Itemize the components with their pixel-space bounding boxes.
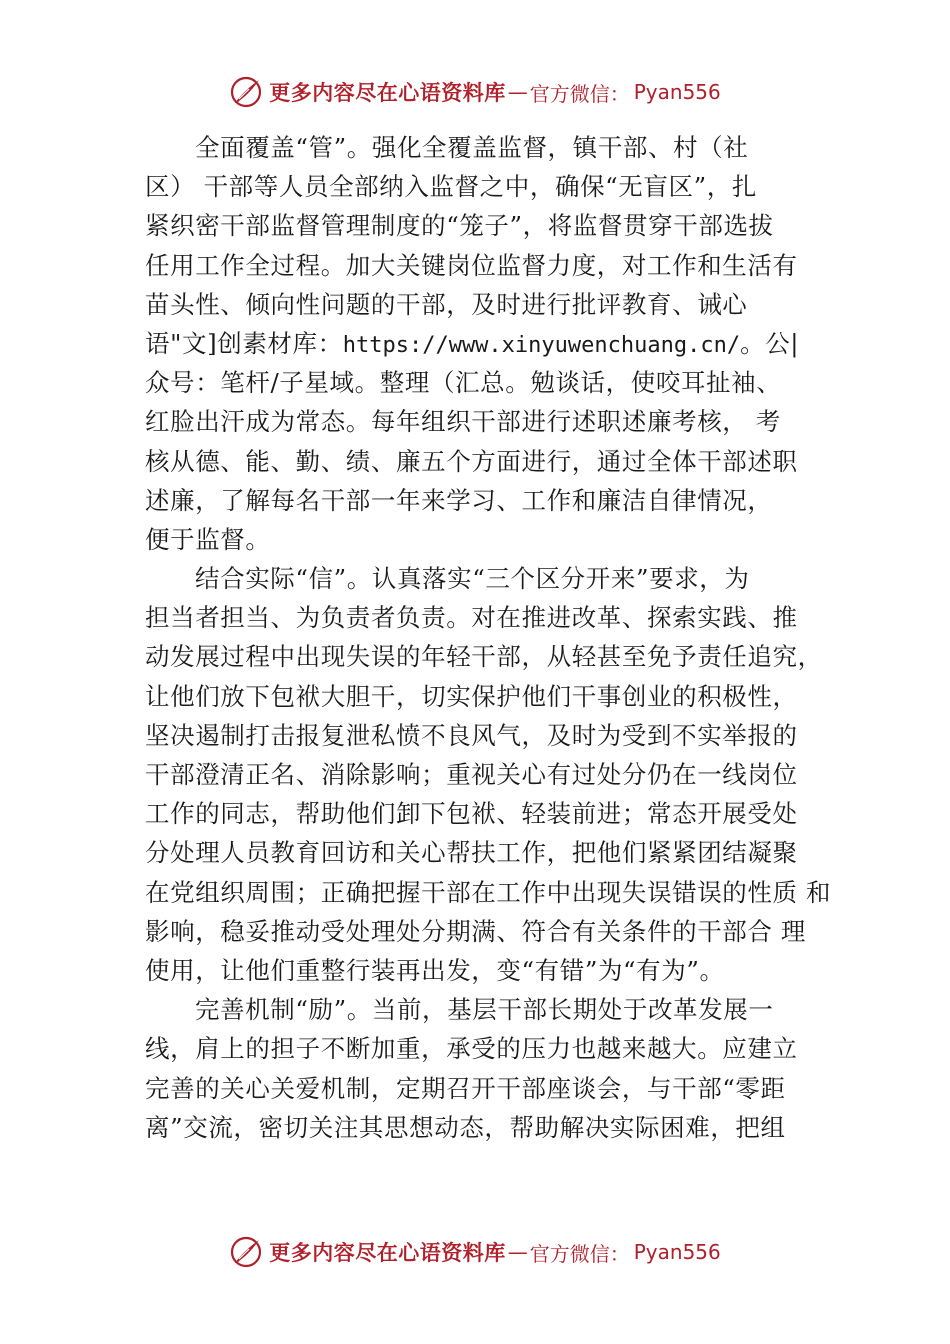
- text-line: 线，肩上的担子不断加重，承受的压力也越来越大。应建立: [145, 1034, 798, 1064]
- watermark-suffix: 。公|: [740, 328, 800, 358]
- header-wechat-id: Pyan556: [633, 80, 721, 104]
- text-line: 全面覆盖“管”。强化全覆盖监督，镇干部、村（社: [195, 133, 749, 162]
- footer-wechat-id: Pyan556: [633, 1240, 721, 1264]
- text-line: 使用，让他们重整行装再出发，变“有错”为“有为”。: [145, 955, 725, 985]
- text-line: 任用工作全过程。加大关键岗位监督力度，对工作和生活有: [145, 250, 798, 280]
- text-line: 完善的关心关爱机制，定期召开干部座谈会，与干部“零距: [145, 1073, 786, 1103]
- text-line: 离”交流，密切关注其思想动态，帮助解决实际困难，把组: [145, 1112, 786, 1142]
- header-dash: —: [507, 80, 528, 104]
- text-line: 众号：笔杆/子星域。整理（汇总。勉谈话，使咬耳扯袖、: [145, 368, 782, 398]
- feather-circle-logo-icon: [229, 1235, 263, 1269]
- footer-site-text: 更多内容尽在心语资料库: [269, 1240, 506, 1265]
- watermark-prefix: 语"文]创素材库：: [145, 328, 343, 358]
- footer-banner: [0, 1232, 950, 1272]
- header-wechat-label: 官方微信：: [529, 81, 630, 106]
- text-line: 动发展过程中出现失误的年轻干部，从轻甚至免予责任追究，: [145, 642, 823, 672]
- text-line: 工作的同志，帮助他们卸下包袱、轻装前进；常态开展受处: [145, 799, 798, 829]
- text-line: 述廉，了解每名干部一年来学习、工作和廉洁自律情况，: [145, 485, 773, 515]
- text-line: 影响，稳妥推动受处理处分期满、符合有关条件的干部合 理: [145, 916, 806, 946]
- watermark-line: [145, 324, 835, 363]
- text-line: 核从德、能、勤、绩、廉五个方面进行，通过全体干部述职: [145, 446, 798, 476]
- feather-circle-logo-icon: [229, 75, 263, 109]
- text-line: 干部澄清正名、消除影响；重视关心有过处分仍在一线岗位: [145, 760, 798, 789]
- text-line: 让他们放下包袱大胆干，切实保护他们干事创业的积极性，: [145, 681, 798, 711]
- text-line: 区） 干部等人员全部纳入监督之中，确保“无盲区”，扎: [145, 172, 757, 202]
- text-line: 坚决遏制打击报复泄私愤不良风气，及时为受到不实举报的: [145, 720, 798, 750]
- text-line: 紧织密干部监督管理制度的“笼子”，将监督贯穿干部选拔: [145, 211, 774, 241]
- text-line: 苗头性、倾向性问题的干部，及时进行批评教育、诫心: [145, 289, 748, 319]
- text-line: 分处理人员教育回访和关心帮扶工作，把他们紧紧团结凝聚: [145, 838, 798, 868]
- text-line: 红脸出汗成为常态。每年组织干部进行述职述廉考核， 考: [145, 407, 781, 437]
- footer-dash: —: [507, 1240, 528, 1264]
- text-line: 结合实际“信”。认真落实“三个区分开来”要求，为: [195, 564, 750, 594]
- text-line: 担当者担当、为负责者负责。对在推进改革、探索实践、推: [145, 603, 798, 633]
- text-line: 便于监督。: [145, 524, 271, 554]
- text-line: 完善机制“励”。当前，基层干部长期处于改革发展一: [195, 995, 774, 1025]
- document-body: [145, 128, 835, 1147]
- watermark-url: https://www.xinyuwenchuang.cn/: [342, 332, 741, 358]
- text-line: 在党组织周围；正确把握干部在工作中出现失误错误的性质 和: [145, 877, 832, 907]
- header-banner: [0, 72, 950, 112]
- header-site-text: 更多内容尽在心语资料库: [269, 80, 506, 105]
- footer-wechat-label: 官方微信：: [529, 1241, 630, 1266]
